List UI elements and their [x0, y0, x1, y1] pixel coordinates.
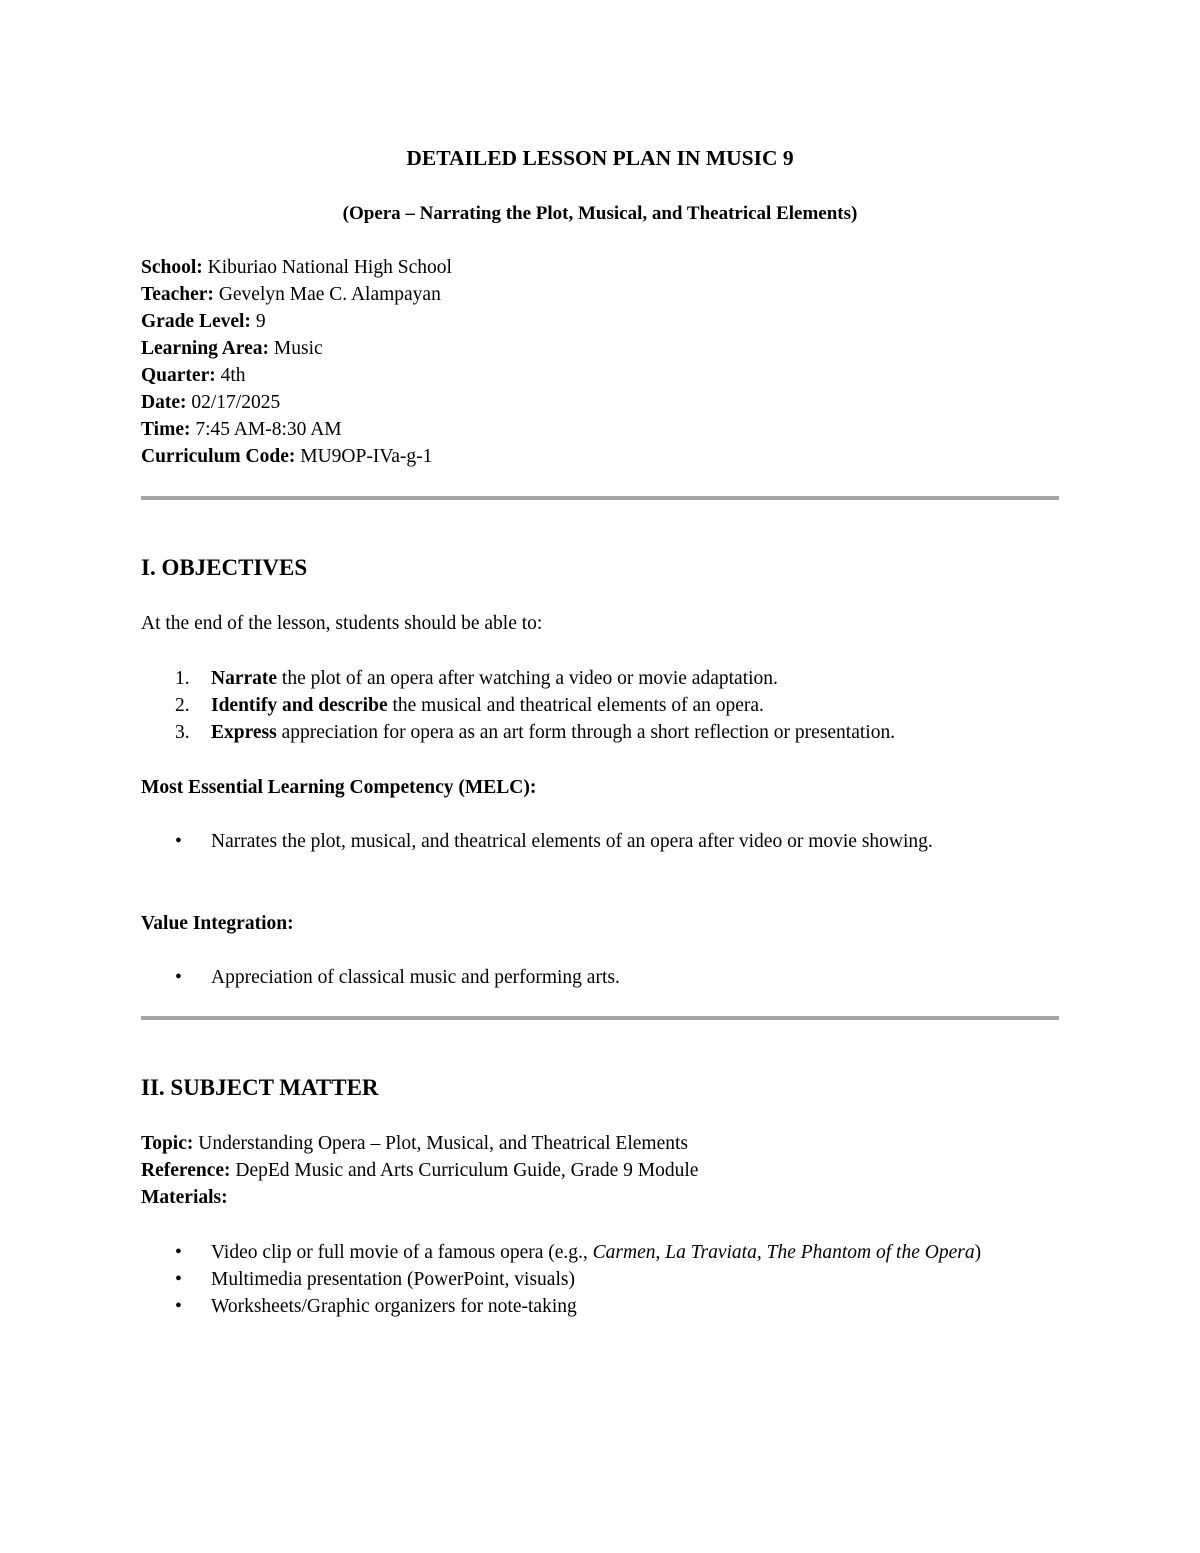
topic-line	[141, 1130, 688, 1157]
info-label: Curriculum Code:	[141, 446, 296, 467]
info-label: Learning Area:	[141, 338, 270, 359]
objectives-list	[141, 665, 1041, 746]
info-label: Grade Level:	[141, 311, 251, 332]
material-text: Worksheets/Graphic organizers for note-taking	[211, 1296, 577, 1317]
material-item	[141, 1266, 1041, 1293]
reference-value: DepEd Music and Arts Curriculum Guide, Grade 9 Module	[235, 1160, 699, 1181]
value-integration-list	[141, 964, 1041, 991]
opera-title: La Traviata	[665, 1242, 757, 1263]
info-value: 9	[255, 311, 266, 332]
list-number: 1.	[175, 668, 190, 689]
info-value: Music	[273, 338, 323, 359]
objective-verb: Narrate	[211, 668, 278, 689]
value-item	[141, 964, 1041, 991]
info-time	[141, 416, 452, 443]
objective-verb: Identify and describe	[211, 695, 388, 716]
info-label: Quarter:	[141, 365, 216, 386]
melc-text: Narrates the plot, musical, and theatrical elements of an opera after video or movie showing.	[211, 831, 933, 852]
material-text: )	[974, 1242, 982, 1263]
value-integration-label: Value Integration:	[141, 913, 294, 934]
lesson-info-list	[141, 254, 452, 470]
info-value: 02/17/2025	[191, 392, 281, 413]
topic-value: Understanding Opera – Plot, Musical, and Theatrical Elements	[198, 1133, 688, 1154]
bullet-icon: •	[175, 1242, 182, 1263]
separator: ,	[756, 1242, 767, 1263]
info-curriculum-code	[141, 443, 452, 470]
info-learning-area	[141, 335, 452, 362]
bullet-icon: •	[175, 831, 182, 852]
separator: ,	[655, 1242, 666, 1263]
objective-text: the musical and theatrical elements of an opera.	[387, 695, 764, 716]
opera-title: Carmen	[592, 1242, 656, 1263]
melc-label: Most Essential Learning Competency (MELC):	[141, 777, 537, 798]
bullet-icon: •	[175, 1269, 182, 1290]
info-quarter	[141, 362, 452, 389]
info-value: Kiburiao National High School	[207, 257, 452, 278]
reference-label: Reference:	[141, 1160, 231, 1181]
objective-text: appreciation for opera as an art form through a short reflection or presentation.	[276, 722, 896, 743]
topic-label: Topic:	[141, 1133, 194, 1154]
info-date	[141, 389, 452, 416]
document-subtitle: (Opera – Narrating the Plot, Musical, and Theatrical Elements)	[342, 203, 858, 224]
material-item	[141, 1239, 1041, 1266]
info-label: Date:	[141, 392, 187, 413]
horizontal-divider	[141, 496, 1059, 500]
horizontal-divider	[141, 1016, 1059, 1020]
melc-list	[141, 828, 1041, 855]
list-number: 2.	[175, 695, 190, 716]
info-teacher	[141, 281, 452, 308]
materials-label: Materials:	[141, 1187, 228, 1208]
objective-item	[141, 719, 1041, 746]
objective-item	[141, 692, 1041, 719]
info-grade-level	[141, 308, 452, 335]
info-school	[141, 254, 452, 281]
document-title: DETAILED LESSON PLAN IN MUSIC 9	[406, 146, 794, 170]
materials-list	[141, 1239, 1041, 1320]
melc-item	[141, 828, 1041, 855]
reference-line	[141, 1157, 698, 1184]
info-value: Gevelyn Mae C. Alampayan	[218, 284, 441, 305]
subject-matter-heading: II. SUBJECT MATTER	[141, 1075, 379, 1100]
info-label: Teacher:	[141, 284, 214, 305]
opera-title: The Phantom of the Opera	[766, 1242, 975, 1263]
list-number: 3.	[175, 722, 190, 743]
objective-text: the plot of an opera after watching a video or movie adaptation.	[277, 668, 778, 689]
objectives-heading: I. OBJECTIVES	[141, 555, 308, 580]
material-item	[141, 1293, 1041, 1320]
bullet-icon: •	[175, 1296, 182, 1317]
material-text: Video clip or full movie of a famous opera (e.g.,	[211, 1242, 593, 1263]
info-value: 4th	[220, 365, 246, 386]
bullet-icon: •	[175, 967, 182, 988]
objective-item	[141, 665, 1041, 692]
info-label: Time:	[141, 419, 191, 440]
info-value: MU9OP-IVa-g-1	[300, 446, 433, 467]
info-value: 7:45 AM-8:30 AM	[195, 419, 342, 440]
objectives-intro: At the end of the lesson, students should be able to:	[141, 613, 543, 634]
material-text: Multimedia presentation (PowerPoint, visuals)	[211, 1269, 575, 1290]
objective-verb: Express	[211, 722, 277, 743]
info-label: School:	[141, 257, 203, 278]
value-text: Appreciation of classical music and performing arts.	[211, 967, 620, 988]
